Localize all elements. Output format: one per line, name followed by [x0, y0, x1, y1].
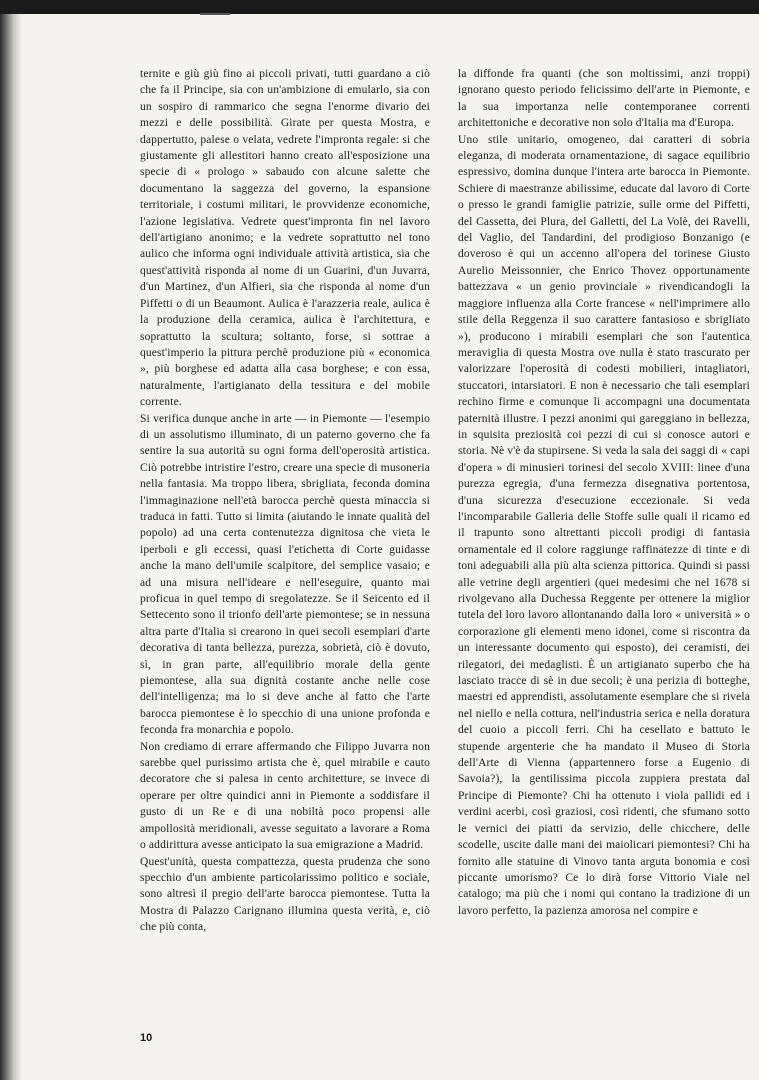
paragraph: ternite e giù giù fino ai piccoli privati, tutti guardano a ciò che fa il Principe, sia con un'ambizione di emularlo, sia con un sospiro di rammarico che segna l'enorme divario dei mezzi e delle possibilità. Girate per questa Mostra, e dappertutto, palese o velata, vedrete l'impronta regale: si che giustamente gli allestitori hanno creato all'esposizione una specie di « prologo » sabaudo con alcune salette che documentano la saggezza del governo, la espansione territoriale, i costumi militari, le provvidenze economiche, l'azione legislativa. Vedrete quest'impronta fin nel lavoro dell'artigiano anonimo; e la vedrete soprattutto nel tono aulico che informa ogni individuale attività artistica, sia che quest'attività risponda al nome di un Guarini, d'un Juvarra, d'un Martinez, d'un Alfieri, sia che risponda al nome d'un Piffetti o di un Beaumont. Aulica è l'arazzeria reale, aulica è la produzione della ceramica, aulica è l'architettura, e soprattutto la scultura; soltanto, forse, si sottrae a quest'imperio la pittura perchè produzione più « economica », più borghese ed adatta alla casa borghese; e con essa, naturalmente, l'artigianato della tessitura e del mobile corrente.: [140, 68, 430, 409]
right-column: [458, 66, 750, 919]
left-column: [140, 66, 430, 936]
top-edge-notch: [200, 13, 230, 15]
page-top-edge: [0, 0, 759, 14]
paragraph: Quest'unità, questa compattezza, questa prudenza che sono specchio d'un ambiente particolarissimo politico e sociale, sono altresì il pregio dell'arte barocca piemontese. Tutta la Mostra di Palazzo Carignano illumina questa verità, e, ciò che più conta,: [140, 855, 430, 934]
paragraph: Non crediamo di errare affermando che Filippo Juvarra non sarebbe quel purissimo artista che è, quel mirabile e cauto decoratore che si palesa in cento architetture, se invece di operare per oltre quindici anni in Piemonte a soddisfare il gusto di un Re e di una nobiltà poco propensi alle ampollosità meridionali, avesse seguitato a lavorare a Roma o addirittura avesse anticipato la sua emigrazione a Madrid.: [140, 740, 430, 852]
paragraph: Si verifica dunque anche in arte — in Piemonte — l'esempio di un assolutismo illuminato, di un paterno governo che fa sentire la sua autorità su ogni forma dell'operosità artistica. Ciò potrebbe intristire l'estro, creare una specie di musoneria nella fantasia. Ma troppo libera, sbrigliata, feconda domina l'immaginazione nell'età barocca perchè questa minaccia si traduca in fatti. Tutto si limita (aiutando le innate qualità del popolo) ad una certa contenutezza dignitosa che vieta le iperboli e gli eccessi, quasi l'etichetta di Corte guidasse anche la mano dell'umile scalpitore, del semplice vasaio; e ad una misura nell'ideare e nell'eseguire, quanto mai proficua in quel tempo di sregolatezze. Se il Seicento ed il Settecento sono il trionfo dell'arte piemontese; se in nessuna altra parte d'Italia si crearono in quei secoli esemplari d'arte decorativa di tanta bellezza, purezza, sobrietà, ciò è dovuto, sì, in gran parte, all'equilibrio morale della gente piemontese, alla sua dignità costante anche nelle cose dell'intelligenza; ma lo si deve anche al fatto che l'arte barocca piemontese è lo specchio di una unione profonda e feconda fra monarchia e popolo.: [140, 412, 430, 737]
page-number: 10: [140, 1032, 153, 1044]
paragraph: la diffonde fra quanti (che son moltissimi, anzi troppi) ignorano questo periodo felicissimo dell'arte in Piemonte, e la sua importanza nelle contemporanee correnti architettoniche e decorative non solo d'Italia ma d'Europa.: [458, 68, 750, 130]
binding-shadow: [0, 14, 22, 1080]
paragraph: Uno stile unitario, omogeneo, dai caratteri di sobria eleganza, di moderata ornamentazione, di sagace equilibrio espressivo, domina dunque l'intera arte barocca in Piemonte. Schiere di maestranze abilissime, educate dal lavoro di Corte o presso le grandi famiglie patrizie, sulle orme del Piffetti, del Cassetta, dei Plura, del Galletti, del La Volè, dei Ravelli, del Vaglio, del Tandardini, del prodigioso Bonzanigo (e doveroso è qui un accenno all'opera del torinese Giusto Aurelio Meissonnier, che Enrico Thovez opportunamente battezzava « un genio provinciale » rivendicandogli la maggiore influenza alla Corte francese « nell'imprimere allo stile della Reggenza il suo carattere fantasioso e sbrigliato »), producono i mirabili esemplari che son l'autentica meraviglia di questa Mostra ove nulla è stato trascurato per valorizzare l'operosità di codesti mobilieri, intagliatori, stuccatori, intarsiatori. E non è necessario che tali esemplari rechino firme e comunque li accompagni una documentata paternità illustre. I pezzi anonimi qui gareggiano in bellezza, in squisita preziosità coi pezzi di cui si conosce autori e storia. Nè v'è da stupirsene. Si veda la sala dei saggi di « capi d'opera » di minusieri torinesi del secolo XVIII: linee d'una purezza egregia, d'una fermezza disegnativa portentosa, d'una sicurezza d'esecuzione eccezionale. Si veda l'incomparabile Galleria delle Stoffe sulle quali il ricamo ed il trapunto sono altrettanti piccoli prodigi di fantasia ornamentale ed il colore raggiunge raffinatezze di tinte e di toni adeguabili alla più alta scienza pittorica. Quindi si passi alle vetrine degli argentieri (quei medesimi che nel 1678 si rivolgevano alla Duchessa Reggente per ottenere la miglior tutela del loro lavoro allontanando dalla loro « università » o corporazione gli elementi meno idonei, come si riscontra da un interessante documento qui esposto), dei ceramisti, dei rilegatori, dei medaglisti. È un artigianato superbo che ha lasciato tracce di sè in due secoli; è una perizia di botteghe, maestri ed apprendisti, assolutamente esemplare che si rivela nel niello e nella cottura, nell'industria serica e nella doratura del cuoio a piccoli ferri. Chi ha cesellato e battuto le stupende argenterie che ha mandato il Museo di Storia dell'Arte di Vienna (appartennero forse a Eugenio di Savoia?), la gentilissima piccola zuppiera prestata dal Principe di Piemonte? Chi ha ottenuto i viola pallidi ed i verdini acerbi, così graziosi, così ridenti, che sfumano sotto le vernici dei piatti da servizio, delle chicchere, delle scodelle, uscite dalle mani dei maiolicari piemontesi? Chi ha fornito alle statuine di Vinovo tanta arguta bonomia e così piccante umorismo? Ce lo dirà forse Vittorio Viale nel catalogo; ma più che i nomi qui contano la tradizione di un lavoro perfetto, la pazienza amorosa nel compire e: [458, 133, 750, 917]
